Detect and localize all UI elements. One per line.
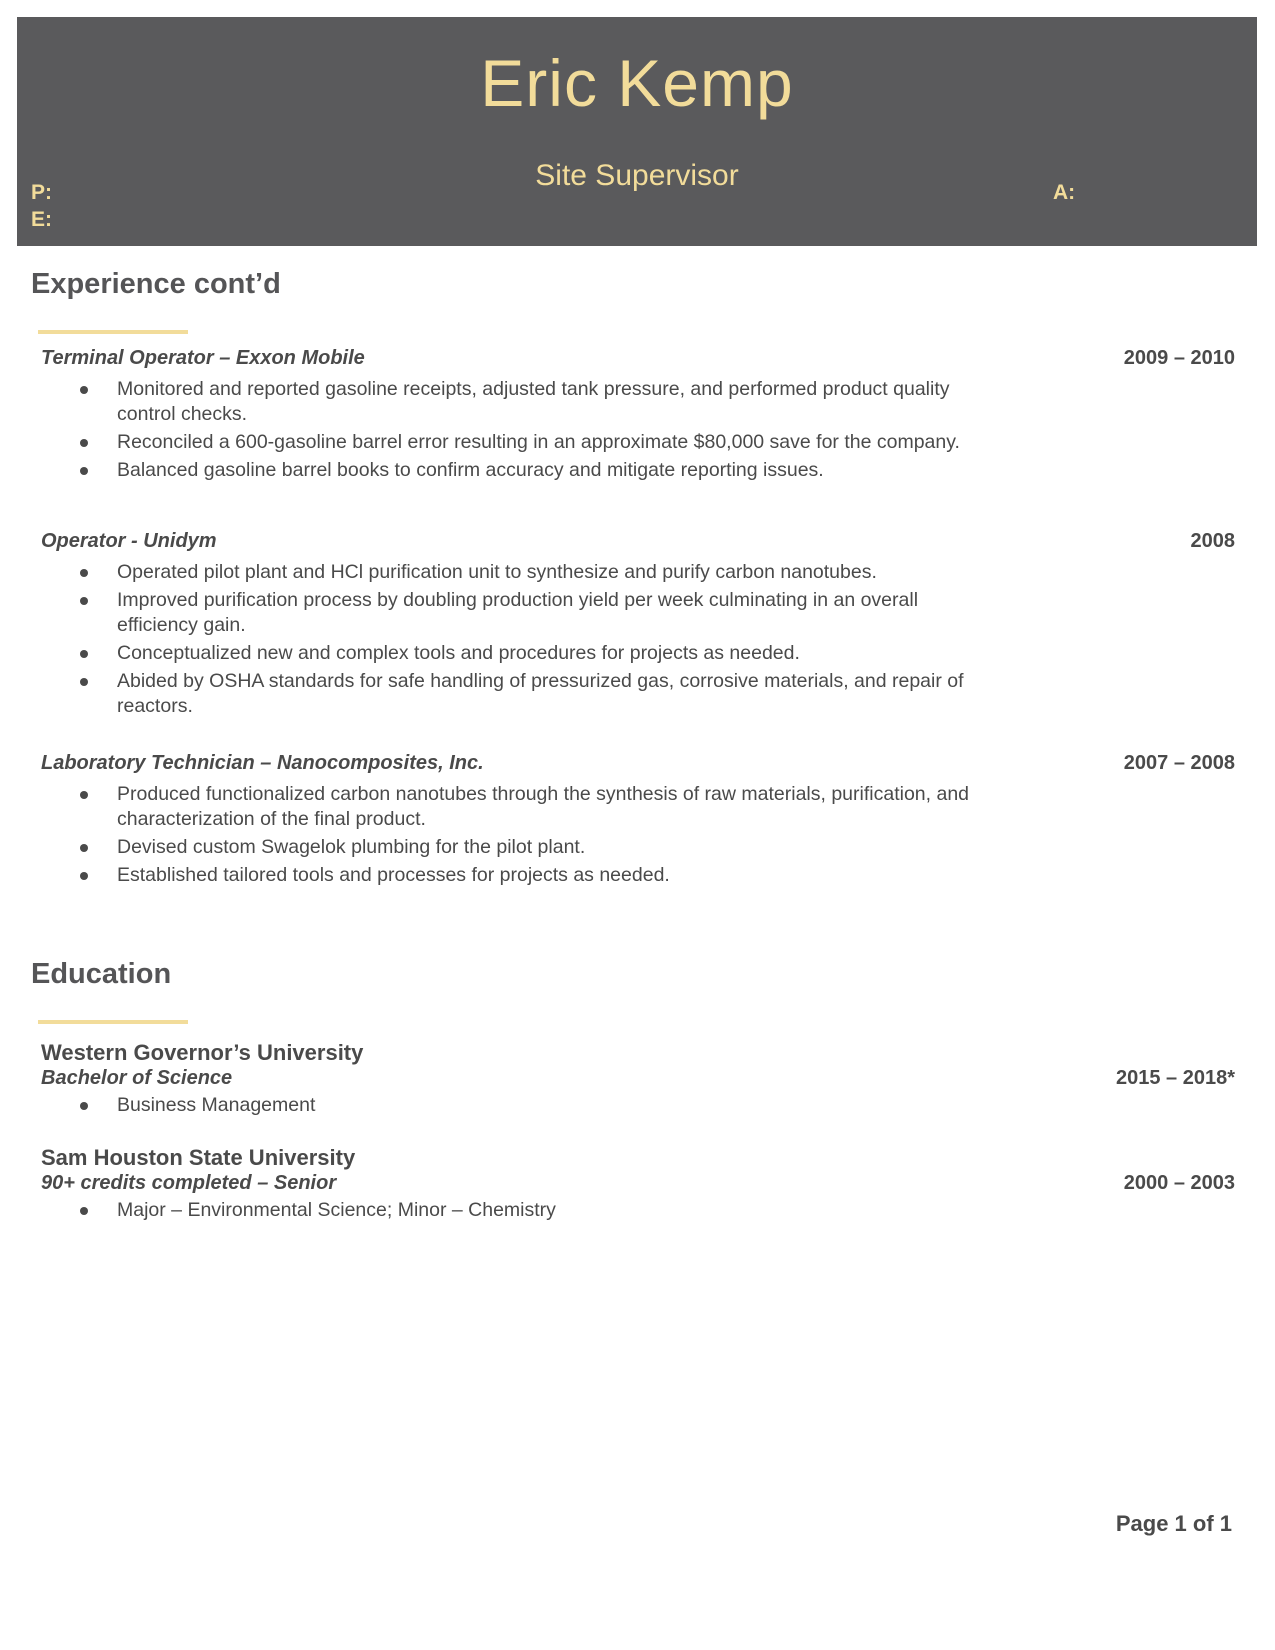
job-title: Operator - Unidym [41, 530, 217, 552]
education-bullets [41, 1198, 1235, 1223]
bullet-item: Balanced gasoline barrel books to confirm accuracy and mitigate reporting issues. [41, 458, 977, 483]
bullet-item: Established tailored tools and processes for projects as needed. [41, 863, 977, 888]
degree-name: 90+ credits completed – Senior [41, 1172, 337, 1194]
bullet-item: Major – Environmental Science; Minor – Chemistry [41, 1198, 977, 1223]
education-date: 2000 – 2003 [1123, 1172, 1235, 1194]
bullet-item: Operated pilot plant and HCl purification unit to synthesize and purify carbon nanotubes. [41, 560, 977, 585]
degree-name: Bachelor of Science [41, 1067, 233, 1089]
header-banner [17, 17, 1257, 246]
bullet-item: Conceptualized new and complex tools and procedures for projects as needed. [41, 641, 977, 666]
bullet-item: Devised custom Swagelok plumbing for the pilot plant. [41, 835, 977, 860]
address-label: A: [1053, 181, 1076, 204]
job-title: Laboratory Technician – Nanocomposites, Inc. [41, 752, 484, 774]
education-entry [41, 1145, 1235, 1226]
job-title: Terminal Operator – Exxon Mobile [41, 347, 365, 369]
bullet-item: Abided by OSHA standards for safe handling of pressurized gas, corrosive materials, and repair of reactors. [41, 669, 977, 719]
candidate-name: Eric Kemp [480, 46, 794, 120]
phone-label: P: [31, 181, 52, 204]
contact-left [31, 179, 52, 233]
education-date: 2015 – 2018* [1115, 1067, 1235, 1089]
job-date: 2008 [1190, 530, 1235, 552]
bullet-item: Improved purification process by doubling production yield per week culminating in an overall efficiency gain. [41, 588, 977, 638]
experience-entry [41, 752, 1235, 891]
school-name: Sam Houston State University [41, 1145, 356, 1170]
school-name: Western Governor’s University [41, 1040, 364, 1065]
bullet-item: Business Management [41, 1093, 977, 1118]
page-number: Page 1 of 1 [1115, 1511, 1232, 1536]
job-bullets [41, 377, 1235, 483]
education-bullets [41, 1093, 1235, 1118]
job-bullets [41, 782, 1235, 888]
email-label: E: [31, 208, 52, 231]
education-entry [41, 1040, 1235, 1121]
experience-heading: Experience cont’d [31, 268, 281, 300]
bullet-item: Reconciled a 600-gasoline barrel error resulting in an approximate $80,000 save for the company. [41, 430, 977, 455]
bullet-item: Monitored and reported gasoline receipts, adjusted tank pressure, and performed product quality control checks. [41, 377, 977, 427]
bullet-item: Produced functionalized carbon nanotubes through the synthesis of raw materials, purification, and characterization of the final product. [41, 782, 977, 832]
education-underline [38, 1020, 188, 1024]
education-heading: Education [31, 958, 172, 990]
job-role: Site Supervisor [535, 159, 739, 192]
contact-right [1053, 179, 1075, 206]
job-date: 2007 – 2008 [1123, 752, 1235, 774]
experience-underline [38, 330, 188, 334]
job-date: 2009 – 2010 [1123, 347, 1235, 369]
experience-entry [41, 530, 1235, 722]
job-bullets [41, 560, 1235, 719]
experience-entry [41, 347, 1235, 486]
